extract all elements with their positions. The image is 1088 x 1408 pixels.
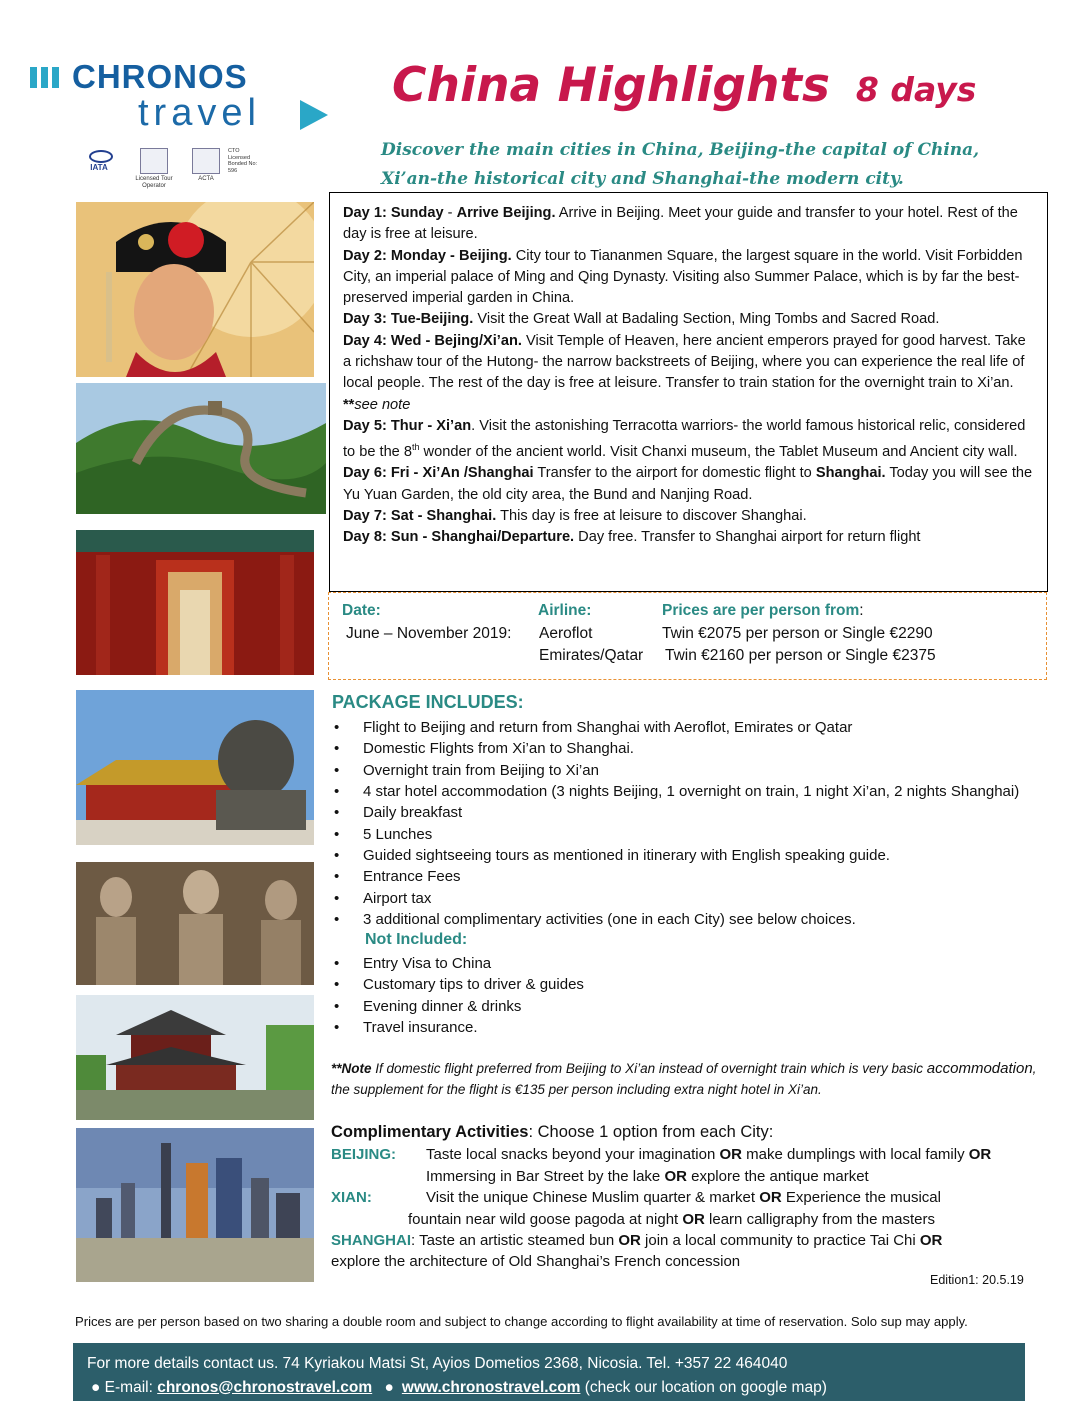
package-includes-list <box>330 717 1019 930</box>
itinerary-day-6: Day 6: Fri - Xi’An /Shanghai Transfer to the airport for domestic flight to Shanghai. Today you will see the Yu Yuan Garden, the old city area, the Bund and Nanjing Road. <box>343 465 1033 503</box>
iata-badge: IATA <box>82 148 116 171</box>
cto-badge: CTO Licensed Bonded No: 596 <box>228 148 258 174</box>
itinerary-day-8: Day 8: Sun - Shanghai/Departure. Day free. Transfer to Shanghai airport for return flight <box>343 529 921 546</box>
activity-xian: XIAN: Visit the unique Chinese Muslim quarter & market OR Experience the musical <box>331 1189 941 1207</box>
itinerary-day-5: Day 5: Thur - Xi’an. Visit the astonishing Terracotta warriors- the world famous historical relic, considered to be the 8th wonder of the ancient world. Visit Chanxi museum, the Tablet Museum and Ancient city wall. <box>343 417 1026 461</box>
activity-beijing: BEIJING: Taste local snacks beyond your imagination OR make dumplings with local family OR <box>331 1146 992 1164</box>
photo-forbidden-city-gate <box>76 530 314 675</box>
package-includes-heading: PACKAGE INCLUDES: <box>332 692 524 712</box>
airline-label: Airline: <box>538 602 592 619</box>
itinerary-day-2: Day 2: Monday - Beijing. City tour to Tiananmen Square, the largest square in the world. Visit Forbidden City, an imperial palace of Ming and Qing Dynasty. Visiting also Summer Palace, which is by far the best-preserved imperial garden in China. <box>343 247 1023 307</box>
email-link[interactable]: chronos@chronostravel.com <box>157 1378 373 1396</box>
logo-arrow-icon <box>300 100 328 130</box>
photo-shanghai-skyline <box>76 1128 314 1282</box>
list-item: • Overnight train from Beijing to Xi’an <box>330 760 1019 781</box>
website-link[interactable]: www.chronostravel.com <box>401 1378 581 1396</box>
not-included-list <box>330 953 584 1038</box>
accreditation-badges <box>82 148 258 190</box>
date-value: June – November 2019: <box>346 625 512 642</box>
activity-xian-cont: fountain near wild goose pagoda at night OR learn calligraphy from the masters <box>408 1210 935 1228</box>
date-label: Date: <box>342 602 381 619</box>
price-aeroflot: Twin €2075 per person or Single €2290 <box>662 625 933 642</box>
price-emirates-qatar: Twin €2160 per person or Single €2375 <box>665 647 936 664</box>
tour-duration: 8 days <box>855 70 977 109</box>
list-item: • Entry Visa to China <box>330 953 584 974</box>
logo-name: CHRONOS <box>72 58 248 95</box>
photo-yu-garden-pavilion <box>76 995 314 1120</box>
photo-imperial-lion <box>76 690 314 845</box>
acta-badge: ACTA <box>192 148 220 183</box>
list-item: • Guided sightseeing tours as mentioned in itinerary with English speaking guide. <box>330 845 1019 866</box>
list-item: • Travel insurance. <box>330 1017 584 1038</box>
itinerary-box <box>329 192 1048 592</box>
bullet-icon: ● <box>384 1378 394 1396</box>
logo-tagline: travel <box>138 92 261 134</box>
price-label: Prices are per person from: <box>662 602 864 619</box>
itinerary-day-1: Day 1: Sunday - Arrive Beijing. Arrive in Beijing. Meet your guide and transfer to your hotel. Rest of the day is free at leisure. <box>343 205 1018 243</box>
activity-shanghai-cont: explore the architecture of Old Shanghai’s French concession <box>331 1253 741 1271</box>
contact-address: For more details contact us. 74 Kyriakou Matsi St, Ayios Dometios 2368, Nicosia. Tel. +357 22 464040 <box>87 1355 788 1372</box>
list-item: • Evening dinner & drinks <box>330 996 584 1017</box>
contact-footer <box>73 1343 1025 1401</box>
complimentary-heading: Complimentary Activities: Choose 1 option from each City: <box>331 1123 774 1141</box>
list-item: • Domestic Flights from Xi’an to Shanghai. <box>330 738 1019 759</box>
list-item: • 4 star hotel accommodation (3 nights Beijing, 1 overnight on train, 1 night Xi’an, 2 nights Shanghai) <box>330 781 1019 802</box>
list-item: • 5 Lunches <box>330 824 1019 845</box>
airline-aeroflot: Aeroflot <box>539 625 593 642</box>
itinerary-day-4: Day 4: Wed - Bejing/Xi’an. Visit Temple of Heaven, here ancient emperors prayed for good harvest. Take a richshaw tour of the Hutong- the narrow backstreets of Beijing, where you can experience the real life of local people. The rest of the day is free at leisure. Transfer to train station for the overnight train to Xi’an. **see note <box>343 332 1026 413</box>
photo-chinese-woman <box>76 202 314 377</box>
bullet-icon: ● <box>91 1378 101 1396</box>
contact-links: ● E-mail: chronos@chronostravel.com ● www.chronostravel.com (check our location on google map) <box>91 1378 827 1396</box>
list-item: • Daily breakfast <box>330 802 1019 823</box>
photo-terracotta-warriors <box>76 862 314 985</box>
price-disclaimer: Prices are per person based on two sharing a double room and subject to change according to flight availability at time of reservation. Solo sup may apply. <box>75 1314 968 1329</box>
pricing-box <box>328 592 1047 680</box>
tour-title: China Highlights <box>392 58 830 113</box>
not-included-heading: Not Included: <box>365 931 468 948</box>
tour-subtitle: Discover the main cities in China, Beijing-the capital of China, Xi’an-the historical city and Shanghai-the modern city. <box>381 140 980 189</box>
list-item: • Entrance Fees <box>330 866 1019 887</box>
activity-shanghai: SHANGHAI: Taste an artistic steamed bun OR join a local community to practice Tai Chi OR <box>331 1232 943 1250</box>
photo-great-wall <box>76 383 326 514</box>
logo-bars-icon <box>30 67 59 88</box>
airline-emirates-qatar: Emirates/Qatar <box>539 647 644 664</box>
complimentary-activities <box>331 1122 1051 1273</box>
itinerary-day-3: Day 3: Tue-Beijing. Visit the Great Wall at Badaling Section, Ming Tombs and Sacred Road. <box>343 311 940 328</box>
list-item: • Flight to Beijing and return from Shanghai with Aeroflot, Emirates or Qatar <box>330 717 1019 738</box>
licensed-operator-badge: Licensed Tour Operator <box>124 148 184 190</box>
itinerary-day-7: Day 7: Sat - Shanghai. This day is free at leisure to discover Shanghai. <box>343 508 807 525</box>
list-item: • Customary tips to driver & guides <box>330 974 584 995</box>
flight-note: **Note If domestic flight preferred from Beijing to Xi’an instead of overnight train which is very basic accommodation, the supplement for the flight is €135 per person including extra night hotel in Xi’an. <box>331 1060 1037 1097</box>
page-title <box>392 58 976 113</box>
chronos-logo <box>30 58 330 189</box>
list-item: • 3 additional complimentary activities (one in each City) see below choices. <box>330 909 1019 930</box>
edition-label: Edition1: 20.5.19 <box>930 1273 1024 1287</box>
activity-beijing-cont: Immersing in Bar Street by the lake OR explore the antique market <box>426 1167 869 1185</box>
list-item: • Airport tax <box>330 888 1019 909</box>
